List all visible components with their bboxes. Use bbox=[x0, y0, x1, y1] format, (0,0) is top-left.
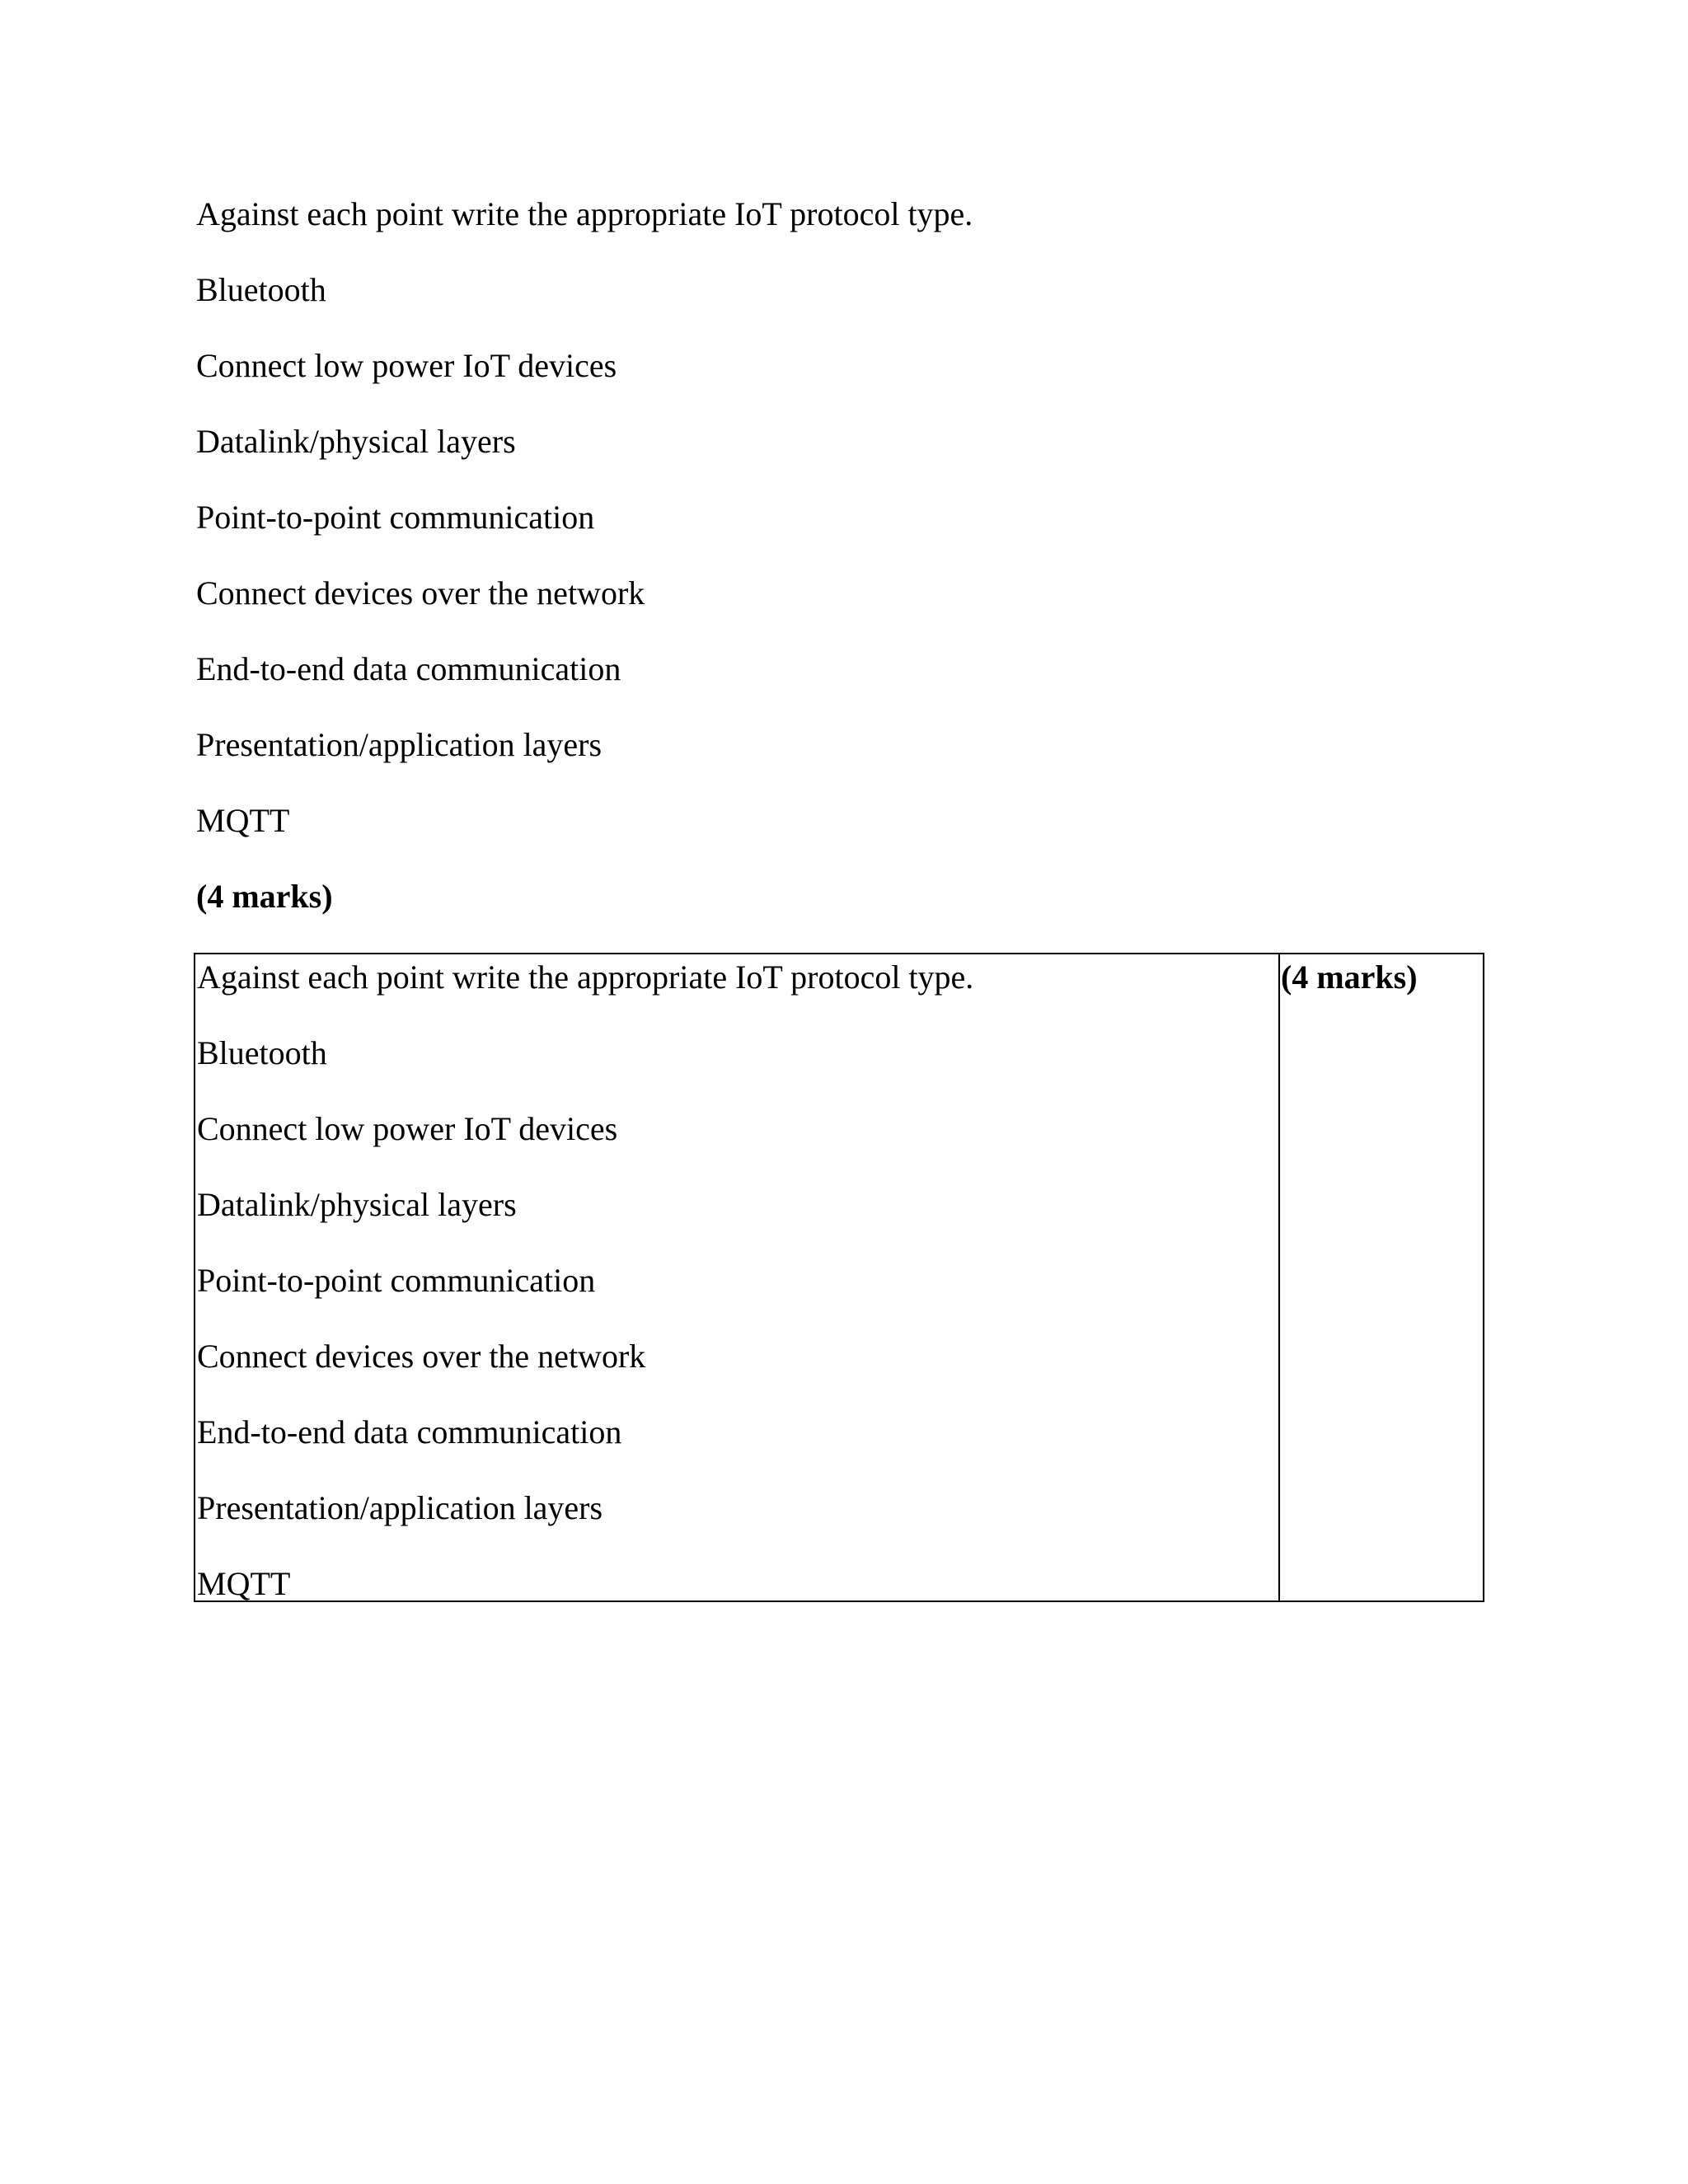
table-item: MQTT bbox=[197, 1565, 291, 1602]
question-item: End-to-end data communication bbox=[196, 650, 621, 687]
table-item: Datalink/physical layers bbox=[197, 1186, 517, 1223]
question-marks: (4 marks) bbox=[196, 878, 333, 915]
question-item: Presentation/application layers bbox=[196, 726, 603, 763]
table-item: End-to-end data communication bbox=[197, 1413, 622, 1451]
table-column-divider bbox=[1278, 954, 1280, 1601]
question-item: MQTT bbox=[196, 802, 290, 839]
table-item: Bluetooth bbox=[197, 1034, 327, 1071]
table-item: Connect devices over the network bbox=[197, 1338, 646, 1375]
question-item: Point-to-point communication bbox=[196, 499, 595, 536]
table-item: Connect low power IoT devices bbox=[197, 1110, 618, 1147]
table-marks-cell: (4 marks) bbox=[1281, 958, 1418, 996]
question-item: Datalink/physical layers bbox=[196, 423, 516, 460]
question-item: Bluetooth bbox=[196, 271, 326, 308]
question-instruction: Against each point write the appropriate IoT protocol type. bbox=[196, 195, 973, 232]
table-instruction: Against each point write the appropriate IoT protocol type. bbox=[197, 958, 974, 996]
table-item: Point-to-point communication bbox=[197, 1262, 596, 1299]
question-table bbox=[194, 953, 1484, 1602]
question-item: Connect devices over the network bbox=[196, 574, 645, 612]
table-item: Presentation/application layers bbox=[197, 1489, 603, 1526]
question-item: Connect low power IoT devices bbox=[196, 347, 617, 384]
